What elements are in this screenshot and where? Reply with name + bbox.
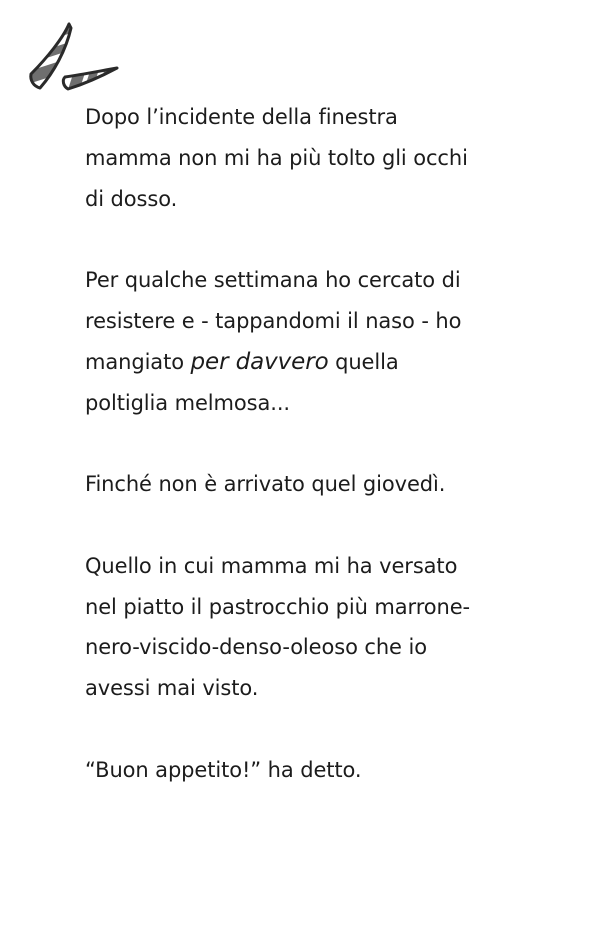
story-text: [85, 97, 525, 791]
paragraph-2: [85, 260, 525, 423]
paragraph-3: [85, 464, 525, 505]
paragraph-1: [85, 97, 525, 219]
text-line: mamma non mi ha più tolto gli occhi: [85, 145, 468, 170]
text-line: nel piatto il pastrocchio più marrone-: [85, 594, 471, 619]
text-line: “Buon appetito!” ha detto.: [85, 757, 362, 782]
text-line: Dopo l’incidente della finestra: [85, 105, 398, 129]
text-line: di dosso.: [85, 186, 178, 211]
text-line: nero-viscido-denso-oleoso che io: [85, 635, 427, 660]
emphasized-text: per davvero: [190, 348, 329, 375]
text-line-with-emphasis: [85, 342, 525, 383]
paragraph-4: [85, 546, 525, 709]
paragraph-5: [85, 750, 525, 791]
text-line: poltiglia melmosa...: [85, 390, 290, 415]
text-line: Finché non è arrivato quel giovedì.: [85, 472, 446, 497]
text-fragment: mangiato: [85, 349, 191, 374]
text-line: Quello in cui mamma mi ha versato: [85, 553, 458, 578]
text-line: resistere e - tappandomi il naso - ho: [85, 308, 462, 333]
text-fragment: quella: [328, 349, 399, 374]
text-line: Per qualche settimana ho cercato di: [85, 268, 461, 293]
text-line: avessi mai visto.: [85, 676, 259, 701]
striped-horns-icon: [22, 18, 126, 98]
